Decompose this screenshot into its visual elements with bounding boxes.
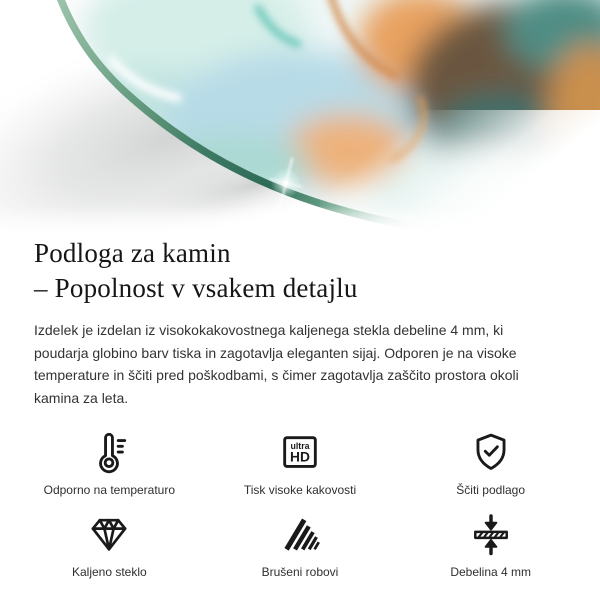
ultra-hd-badge-bottom: HD (290, 449, 310, 465)
feature-label: Odporno na temperaturo (43, 483, 176, 497)
feature-label: Debelina 4 mm (450, 565, 532, 579)
product-info-section (0, 236, 600, 409)
thickness-icon (468, 511, 514, 557)
shield-check-icon (468, 429, 514, 475)
ultra-hd-badge-top: ultra (290, 440, 310, 451)
ultra-hd-icon (277, 429, 323, 475)
feature-thickness (395, 511, 586, 579)
page-title (34, 236, 566, 306)
page-title-line1: Podloga za kamin (34, 238, 231, 268)
hero-image-section (0, 0, 600, 232)
feature-label: Brušeni robovi (261, 565, 339, 579)
feature-label: Ščiti podlago (456, 483, 526, 497)
diamond-icon (86, 511, 132, 557)
feature-polished-edges (205, 511, 396, 579)
features-grid (14, 429, 586, 579)
bottom-fade (0, 206, 600, 232)
polished-edges-icon (277, 511, 323, 557)
feature-protects (395, 429, 586, 497)
feature-temperature (14, 429, 205, 497)
thermometer-icon (86, 429, 132, 475)
feature-label: Kaljeno steklo (71, 565, 147, 579)
product-description: Izdelek je izdelan iz visokokakovostnega kaljenega stekla debeline 4 mm, ki poudarja globino barv tiska in zagotavlja eleganten sijaj. Odporen je na visoke temperature in ščiti pred poškodbami, s čimer zagotavlja zaščito prostora okoli kamina za leta. (34, 322, 519, 406)
feature-print-quality (205, 429, 396, 497)
feature-label: Tisk visoke kakovosti (243, 483, 357, 497)
page-title-line2: – Popolnost v vsakem detajlu (34, 273, 358, 303)
product-photo (0, 0, 600, 232)
feature-tempered-glass (14, 511, 205, 579)
